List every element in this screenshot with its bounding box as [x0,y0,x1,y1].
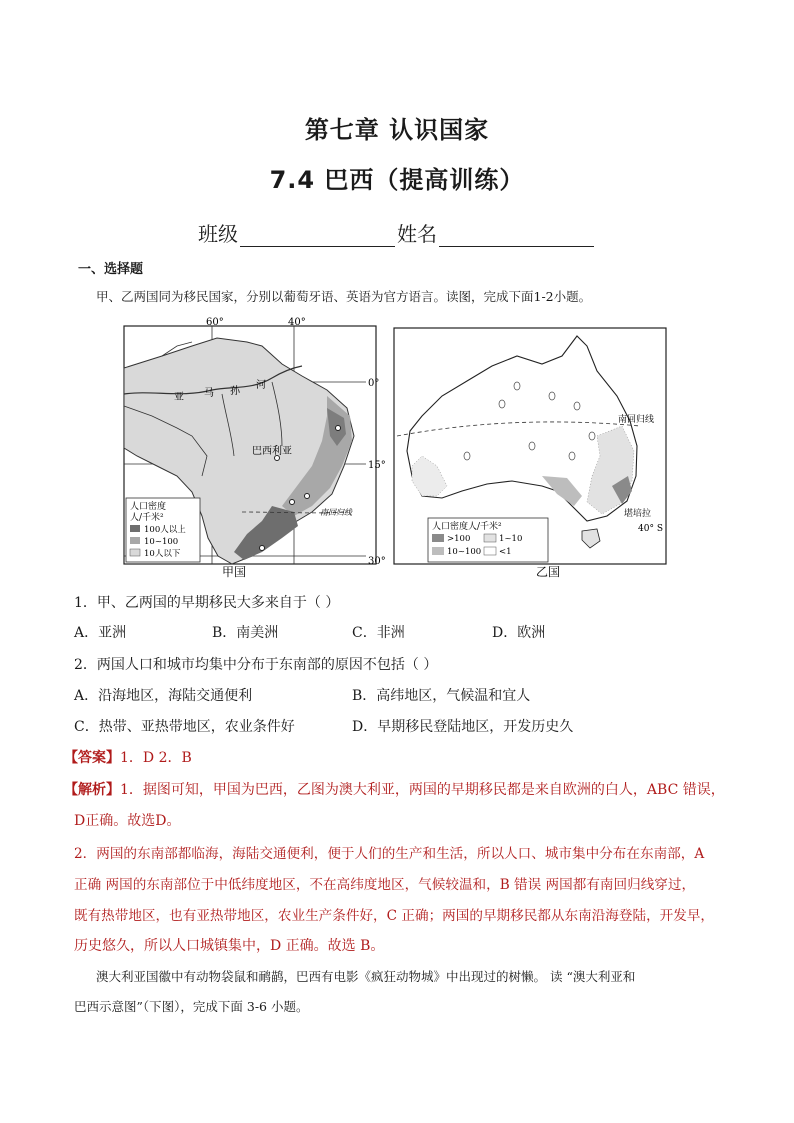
legend-swatch-low [130,549,140,556]
legend-item: 10~100 [447,547,482,557]
legend-title: 人口密度 [130,502,167,512]
question-1-option[interactable]: A．亚洲 [74,625,127,641]
legend-item: <1 [499,547,512,557]
question-2-option[interactable]: D．早期移民登陆地区，开发历史久 [352,719,574,735]
city-dot [305,494,310,499]
legend-swatch-medium [130,537,140,544]
lon-label: 60° [206,317,224,328]
analysis-line-6: 历史悠久，所以人口城镇集中，D 正确。故选 B。 [74,938,385,954]
name-label: 姓名 [397,222,437,246]
class-blank[interactable] [240,226,395,247]
map-caption-right: 乙国 [536,565,561,578]
answer-line [64,747,192,767]
student-info-line [0,218,794,247]
river-label-char: 河 [256,380,266,391]
australia-map [392,326,672,578]
tropic-label-left: 南回归线 [320,508,352,517]
question-1-option[interactable]: B．南美洲 [212,625,279,641]
river-label-char: 马 [204,388,214,399]
analysis-line-3: 2．两国的东南部都临海，海陆交通便利，便于人们的生产和生活，所以人口、城市集中分布在东南部，A [74,846,705,862]
legend-item: 10人以下 [144,549,181,559]
chapter-title: 第七章 认识国家 [304,116,490,144]
question-1-stem: 1．甲、乙两国的早期移民大多来自于（ ） [74,595,340,611]
name-blank[interactable] [439,226,594,247]
question-2-option[interactable]: C．热带、亚热带地区，农业条件好 [74,719,295,735]
legend-swatch [484,534,496,542]
legend-swatch [432,547,444,555]
legend-swatch [484,547,496,555]
lat-label: 15° [368,460,386,471]
legend-swatch [432,534,444,542]
question-2-stem: 2．两国人口和城市均集中分布于东南部的原因不包括（ ） [74,657,438,673]
canberra-label: 堪培拉 [624,509,652,519]
legend-unit: 人/千米² [130,513,164,523]
lesson-title: 7.4 巴西（提高训练） [269,166,525,194]
city-label-brasilia: 巴西利亚 [252,446,292,457]
answer-text: 1．D 2．B [120,750,192,766]
intro-paragraph-1: 甲、乙两国同为移民国家，分别以葡萄牙语、英语为官方语言。读图，完成下面1-2小题。 [96,289,592,304]
question-2-option[interactable]: A．沿海地区，海陆交通便利 [74,688,253,704]
analysis-line-1 [64,779,734,799]
analysis-text: 1．据图可知，甲国为巴西，乙图为澳大利亚，两国的早期移民都是来自欧洲的白人，ABC 错误， [120,782,725,798]
class-label: 班级 [198,222,238,246]
city-dot [260,546,265,551]
river-label-char: 孙 [230,386,240,397]
analysis-line-4: 正确 两国的东南部位于中低纬度地区，不在高纬度地区，气候较温和，B 错误 两国都有南回归线穿过， [74,877,696,893]
river-label-char: 亚 [174,392,184,403]
brazil-map [122,316,390,578]
legend-item: 100人以上 [144,525,186,535]
legend-item: >100 [447,534,471,544]
answer-label: 【答案】 [64,750,120,766]
lon-label: 40° [288,317,306,328]
section-title: 一、选择题 [78,262,144,277]
question-1-option[interactable]: D．欧洲 [492,625,546,641]
question-2-option[interactable]: B．高纬地区，气候温和宜人 [352,688,531,704]
legend-title: 人口密度人/千米² [432,522,502,532]
city-dot [336,426,341,431]
tropic-label-right: 南回归线 [618,415,655,425]
lat-label: 30° [368,556,386,567]
intro-paragraph-2-line-2: 巴西示意图”（下图），完成下面 3-6 小题。 [74,999,309,1014]
question-1-option[interactable]: C．非洲 [352,625,405,641]
map-caption-left: 甲国 [222,565,247,578]
intro-paragraph-2-line-1: 澳大利亚国徽中有动物袋鼠和鸸鹋，巴西有电影《疯狂动物城》中出现过的树懒。 读 “澳大利亚和 [96,969,636,984]
lat-label-40s: 40° S [638,524,663,534]
analysis-label: 【解析】 [64,782,120,798]
lat-label: 0° [368,378,380,389]
analysis-line-2: D正确。故选D。 [74,813,181,829]
legend-item: 10~100 [144,537,179,547]
legend-item: 1~10 [499,534,523,544]
analysis-line-5: 既有热带地区，也有亚热带地区，农业生产条件好，C 正确；两国的早期移民都从东南沿海登陆，开发早， [74,908,715,924]
city-dot [290,500,295,505]
legend-swatch-high [130,525,140,532]
